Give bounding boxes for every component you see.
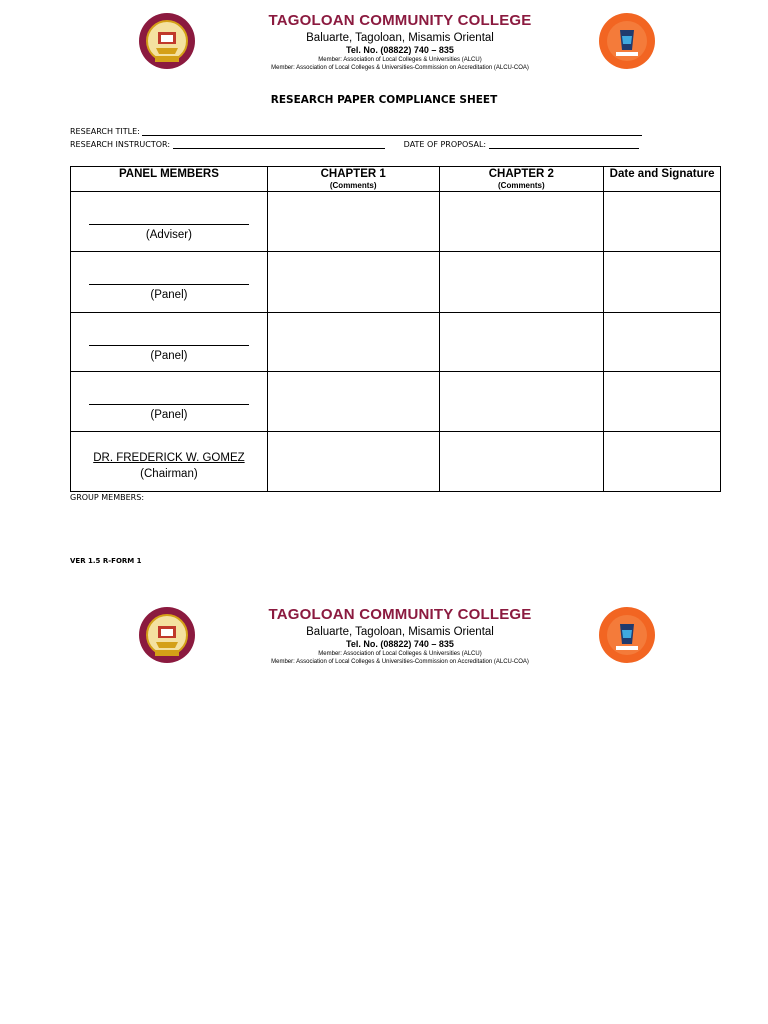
college-telephone: Tel. No. (08822) 740 – 835 [346, 45, 454, 55]
compliance-table [70, 166, 721, 492]
membership-alcu-coa: Member: Association of Local Colleges & Universities-Commission on Accreditation (ALCU-COA) [271, 65, 529, 71]
date-of-proposal-line[interactable] [489, 140, 639, 149]
form-version: VER 1.5 R-FORM 1 [70, 557, 142, 565]
date-signature-cell[interactable] [604, 192, 721, 252]
college-seal-logo [138, 606, 196, 664]
signature-line [89, 404, 249, 405]
date-of-proposal-label: DATE OF PROPOSAL: [403, 140, 487, 149]
table-row [71, 313, 721, 372]
letterhead-top [0, 12, 768, 82]
panel-members-header: PANEL MEMBERS [71, 167, 268, 192]
panel-role: (Panel) [150, 350, 188, 362]
table-row [71, 192, 721, 252]
letterhead-text [200, 606, 600, 666]
date-signature-cell[interactable] [604, 313, 721, 372]
form-title: RESEARCH PAPER COMPLIANCE SHEET [270, 94, 498, 106]
table-row [71, 372, 721, 432]
panel-cell[interactable] [71, 252, 268, 313]
date-signature-cell[interactable] [604, 372, 721, 432]
college-telephone: Tel. No. (08822) 740 – 835 [346, 639, 454, 649]
college-address: Baluarte, Tagoloan, Misamis Oriental [306, 32, 494, 44]
letterhead-text [200, 12, 600, 72]
signature-line [89, 224, 249, 225]
chapter1-comment-cell[interactable] [267, 432, 439, 492]
college-of-education-logo [598, 12, 656, 70]
chapter2-comment-cell[interactable] [439, 372, 604, 432]
signature-line [89, 284, 249, 285]
membership-alcu: Member: Association of Local Colleges & Universities (ALCU) [318, 651, 482, 657]
chapter1-comment-cell[interactable] [267, 313, 439, 372]
panel-role: (Panel) [150, 289, 188, 301]
research-title-field[interactable] [70, 127, 642, 136]
research-title-label: RESEARCH TITLE: [70, 127, 140, 136]
adviser-role: (Adviser) [145, 229, 192, 241]
panel-cell[interactable] [71, 313, 268, 372]
college-seal-logo [138, 12, 196, 70]
panel-cell[interactable] [71, 372, 268, 432]
chapter2-header: CHAPTER 2 (Comments) [439, 167, 604, 192]
chapter2-comment-cell[interactable] [439, 252, 604, 313]
research-title-line[interactable] [142, 127, 642, 136]
panel-role: (Panel) [150, 409, 188, 421]
table-row [71, 252, 721, 313]
date-signature-cell[interactable] [604, 432, 721, 492]
chairman-cell[interactable] [71, 432, 268, 492]
chapter2-comment-cell[interactable] [439, 313, 604, 372]
chapter1-header: CHAPTER 1 (Comments) [267, 167, 439, 192]
adviser-cell[interactable] [71, 192, 268, 252]
college-name: TAGOLOAN COMMUNITY COLLEGE [268, 12, 532, 29]
chapter1-comment-cell[interactable] [267, 252, 439, 313]
college-address: Baluarte, Tagoloan, Misamis Oriental [306, 626, 494, 638]
letterhead-bottom [0, 606, 768, 676]
chairman-role: (Chairman) [140, 468, 198, 480]
chapter1-comment-cell[interactable] [267, 372, 439, 432]
research-instructor-field[interactable] [70, 140, 639, 149]
chairman-name: DR. FREDERICK W. GOMEZ [93, 452, 245, 464]
membership-alcu-coa: Member: Association of Local Colleges & Universities-Commission on Accreditation (ALCU-COA) [271, 659, 529, 665]
chapter2-comment-cell[interactable] [439, 432, 604, 492]
date-signature-header: Date and Signature [604, 167, 721, 192]
college-name: TAGOLOAN COMMUNITY COLLEGE [268, 606, 532, 623]
college-of-education-logo [598, 606, 656, 664]
chapter1-comment-cell[interactable] [267, 192, 439, 252]
table-header-row [71, 167, 721, 192]
table-row [71, 432, 721, 492]
chapter2-comment-cell[interactable] [439, 192, 604, 252]
signature-line [89, 345, 249, 346]
membership-alcu: Member: Association of Local Colleges & Universities (ALCU) [318, 57, 482, 63]
research-instructor-line[interactable] [173, 140, 385, 149]
group-members-label: GROUP MEMBERS: [70, 493, 145, 502]
research-instructor-label: RESEARCH INSTRUCTOR: [70, 140, 171, 149]
date-signature-cell[interactable] [604, 252, 721, 313]
